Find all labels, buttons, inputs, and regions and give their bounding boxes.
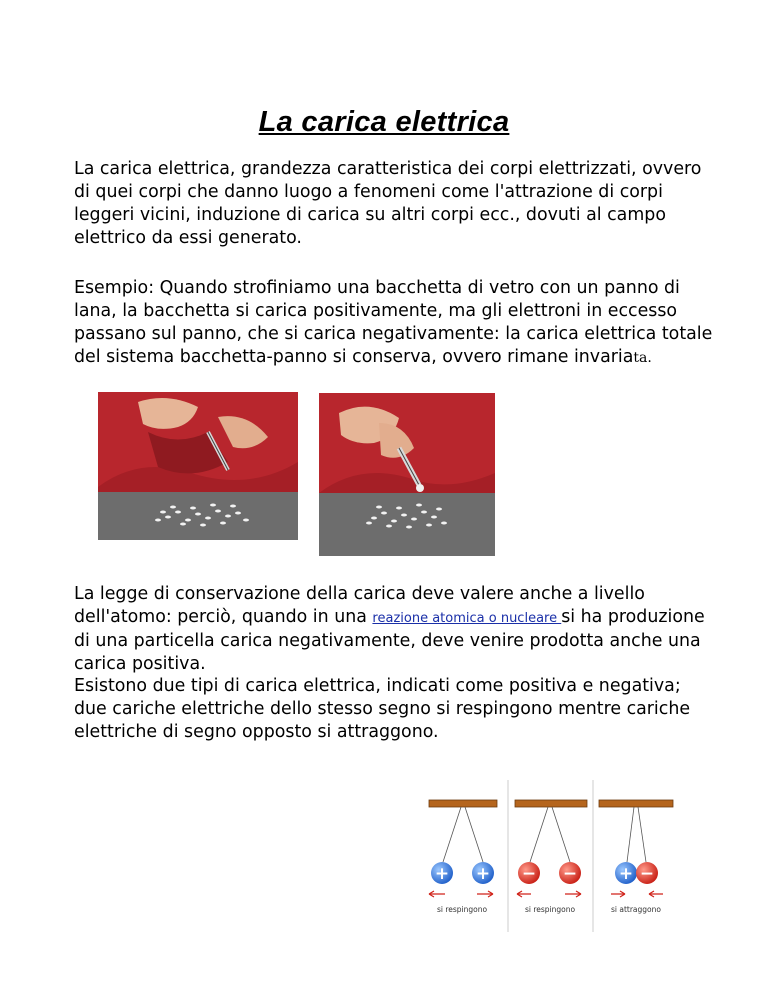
charge-interaction-figure: [415, 778, 679, 934]
page-title: La carica elettrica: [258, 106, 510, 138]
paragraph-example: [74, 277, 714, 370]
charge-sign: −: [639, 864, 655, 884]
photo-rod-after: [319, 393, 495, 556]
paragraph-conservation-after: si ha produzione di una particella carica negativamente, deve venire prodotta anche una carica positiva.: [74, 607, 705, 674]
nuclear-reaction-link[interactable]: reazione atomica o nucleare: [372, 611, 562, 626]
photo-rod-before: [98, 392, 298, 540]
panel-caption: si respingono: [524, 905, 576, 914]
paragraph-conservation: [74, 583, 714, 676]
charge-sign: +: [475, 864, 491, 884]
example-label: Esempio:: [74, 278, 155, 298]
charge-sign: +: [434, 864, 450, 884]
paragraph-charge-types: Esistono due tipi di carica elettrica, indicati come positiva e negativa; due cariche elettriche dello stesso segno si respingono mentre cariche elettriche di segno opposto si attraggono.: [74, 676, 691, 742]
example-text: Quando strofiniamo una bacchetta di vetro con un panno di lana, la bacchetta si carica positivamente, ma gli elettroni in eccesso passano sul panno, che si carica negativamente: la carica elettrica totale del sistema bacchetta-panno si conserva, ovvero rimane invaria: [74, 278, 713, 367]
support-bar: [515, 800, 587, 807]
support-bar: [599, 800, 673, 807]
photo-rod-after-image: [319, 393, 495, 556]
charge-sign: −: [521, 864, 537, 884]
paragraph-definition: La carica elettrica, grandezza caratteristica dei corpi elettrizzati, ovvero di quei corpi che danno luogo a fenomeni come l'attrazione di corpi leggeri vicini, induzione di carica su altri corpi ecc., dovuti al campo elettrico da essi generato.: [74, 159, 702, 248]
panel-caption: si attraggono: [611, 905, 661, 914]
charge-interaction-diagram: [415, 778, 679, 934]
support-bar: [429, 800, 497, 807]
charge-sign: +: [618, 864, 634, 884]
paragraph-conservation-before: La legge di conservazione della carica deve valere anche a livello dell'atomo: perciò, quando in una: [74, 584, 645, 627]
photo-rod-before-image: [98, 392, 298, 540]
panel-caption: si respingono: [436, 905, 488, 914]
example-tail: ta.: [633, 350, 652, 366]
charge-sign: −: [562, 864, 578, 884]
